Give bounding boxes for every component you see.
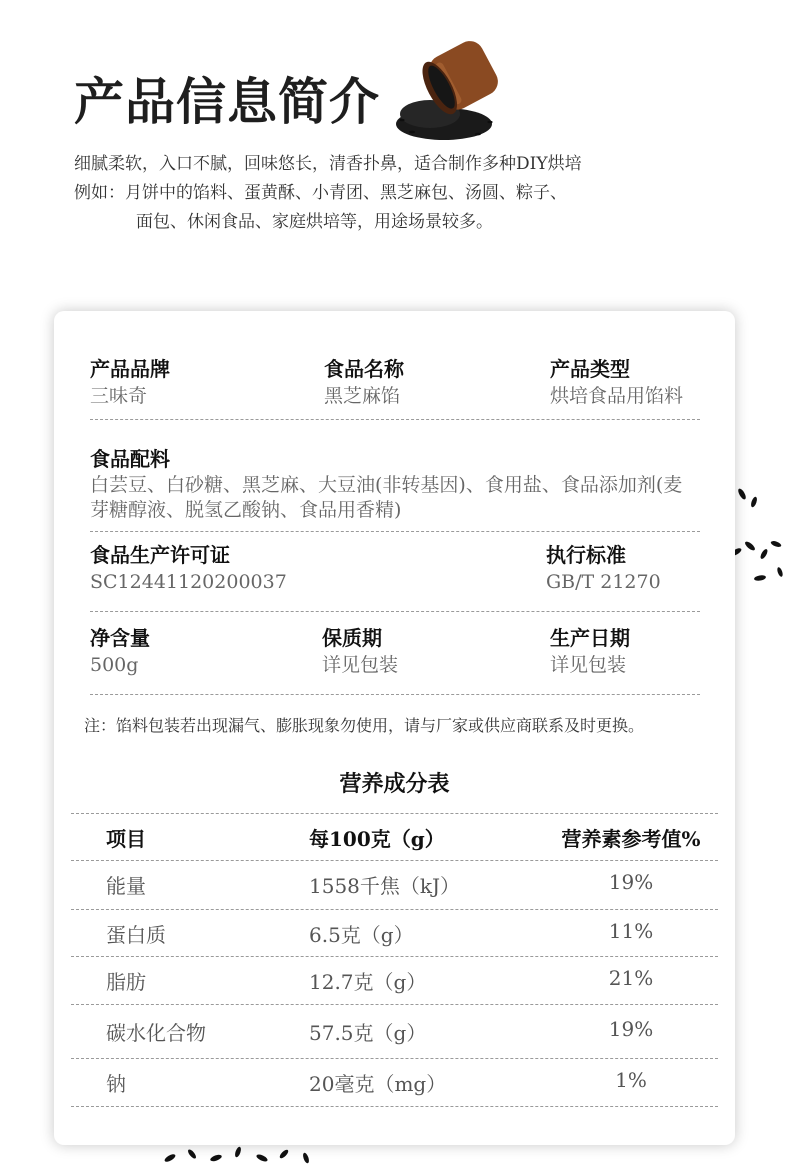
package-note: 注：馅料包装若出现漏气、膨胀现象勿使用，请与厂家或供应商联系及时更换。 <box>84 716 645 735</box>
nutrition-cell-per-100g: 20毫克（mg） <box>309 1072 447 1096</box>
brand-label: 产品品牌 <box>90 357 170 381</box>
nutrition-cell-per-100g: 6.5克（g） <box>309 922 414 947</box>
license-value: SC12441120200037 <box>90 571 287 593</box>
nutrition-title: 营养成分表 <box>339 771 450 797</box>
nutrition-cell-nrv: 11% <box>608 918 654 943</box>
standard-field <box>546 541 661 595</box>
nutrition-row <box>71 956 718 1005</box>
nutrition-cell-nrv: 1% <box>615 1068 647 1092</box>
intro-line-2: 例如：月饼中的馅料、蛋黄酥、小青团、黑芝麻包、汤圆、粽子、 <box>74 183 567 203</box>
ingredients-label: 食品配料 <box>90 447 170 471</box>
product-intro <box>74 150 582 237</box>
info-row-license <box>90 541 700 612</box>
info-row-basic <box>90 355 700 420</box>
nutrition-cell-nrv: 19% <box>608 870 654 894</box>
net-weight-value: 500g <box>90 654 139 676</box>
nutrition-row <box>71 1004 718 1059</box>
nutrition-cell-item: 碳水化合物 <box>106 1021 206 1045</box>
production-date-value: 详见包装 <box>550 654 627 676</box>
ingredients-value: 白芸豆、白砂糖、黑芝麻、大豆油(非转基因)、食用盐、食品添加剂(麦芽糖醇液、脱氢乙酸钠、食品用香精) <box>90 474 683 521</box>
product-type-field <box>550 355 683 409</box>
nutrition-cell-nrv: 21% <box>608 966 654 990</box>
nutrition-cell-item: 脂肪 <box>106 970 146 994</box>
nutrition-cell-per-100g: 1558千焦（kJ） <box>309 874 461 898</box>
license-label: 食品生产许可证 <box>90 543 230 567</box>
info-row-ingredients <box>90 445 700 532</box>
standard-value: GB/T 21270 <box>546 571 661 593</box>
food-name-label: 食品名称 <box>324 357 404 381</box>
nutrition-row <box>71 1058 718 1107</box>
page-title: 产品信息简介 <box>74 73 380 131</box>
shelf-life-label: 保质期 <box>322 626 382 650</box>
nutrition-cell-nrv: 19% <box>608 1017 654 1041</box>
nutrition-header-per-100g: 每100克（g） <box>309 827 445 851</box>
nutrition-row <box>71 909 718 957</box>
standard-label: 执行标准 <box>546 543 626 567</box>
nutrition-header-nrv: 营养素参考值% <box>561 827 701 851</box>
brand-value: 三味奇 <box>90 385 148 407</box>
nutrition-header-item: 项目 <box>106 827 146 851</box>
license-field <box>90 541 287 595</box>
brand-field <box>90 355 170 409</box>
product-type-label: 产品类型 <box>550 357 630 381</box>
sesame-bowl-image <box>392 34 502 144</box>
ingredients-field <box>90 445 700 523</box>
net-weight-label: 净含量 <box>90 626 150 650</box>
production-date-field <box>550 624 630 678</box>
nutrition-cell-per-100g: 57.5克（g） <box>309 1021 427 1045</box>
shelf-life-field <box>322 624 398 678</box>
nutrition-cell-per-100g: 12.7克（g） <box>309 970 427 994</box>
info-row-package <box>90 624 700 695</box>
food-name-value: 黑芝麻馅 <box>324 385 401 407</box>
nutrition-cell-item: 钠 <box>106 1072 126 1096</box>
nutrition-header-row <box>71 813 718 861</box>
production-date-label: 生产日期 <box>550 626 630 650</box>
food-name-field <box>324 355 404 409</box>
intro-line-1: 细腻柔软，入口不腻，回味悠长，清香扑鼻，适合制作多种DIY烘培 <box>74 154 582 174</box>
product-type-value: 烘培食品用馅料 <box>550 385 684 407</box>
intro-line-3: 面包、休闲食品、家庭烘培等，用途场景较多。 <box>136 212 493 232</box>
nutrition-row <box>71 859 718 910</box>
shelf-life-value: 详见包装 <box>322 654 399 676</box>
product-info-card <box>54 311 735 1145</box>
net-weight-field <box>90 624 150 678</box>
nutrition-cell-item: 能量 <box>106 874 146 898</box>
nutrition-cell-item: 蛋白质 <box>106 922 166 947</box>
